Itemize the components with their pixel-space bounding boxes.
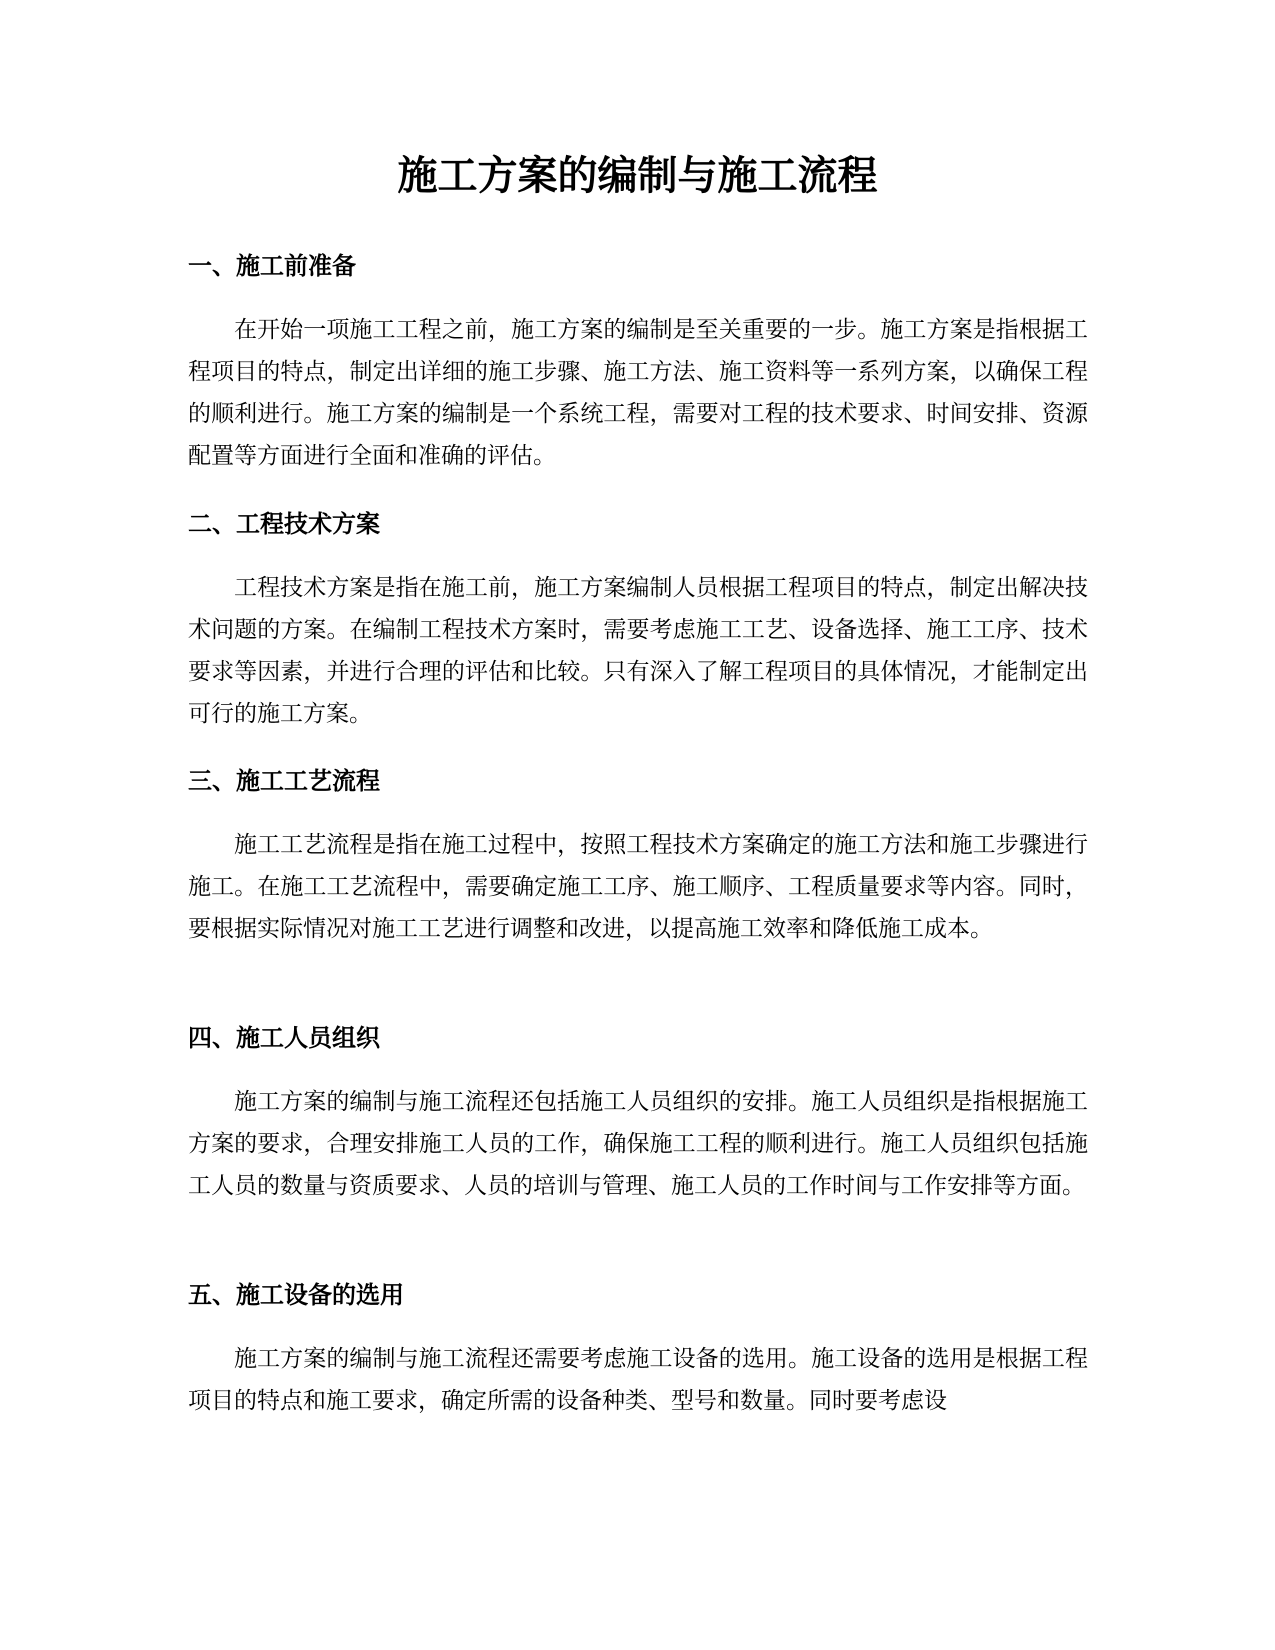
section-paragraph: 施工方案的编制与施工流程还包括施工人员组织的安排。施工人员组织是指根据施工方案的要求，合理安排施工人员的工作，确保施工工程的顺利进行。施工人员组织包括施工人员的数量与资质要求、人员的培训与管理、施工人员的工作时间与工作安排等方面。 [188, 1089, 1088, 1199]
section-process-flow [188, 764, 1088, 950]
section-paragraph: 施工方案的编制与施工流程还需要考虑施工设备的选用。施工设备的选用是根据工程项目的特点和施工要求，确定所需的设备种类、型号和数量。同时要考虑设 [188, 1346, 1088, 1414]
section-heading: 三、施工工艺流程 [188, 767, 380, 795]
section-heading: 二、工程技术方案 [188, 510, 380, 538]
section-equipment [188, 1278, 1088, 1422]
section-paragraph: 在开始一项施工工程之前，施工方案的编制是至关重要的一步。施工方案是指根据工程项目的特点，制定出详细的施工步骤、施工方法、施工资料等一系列方案，以确保工程的顺利进行。施工方案的编制是一个系统工程，需要对工程的技术要求、时间安排、资源配置等方面进行全面和准确的评估。 [188, 317, 1088, 469]
section-personnel [188, 1021, 1088, 1207]
section-heading: 五、施工设备的选用 [188, 1281, 404, 1309]
page-title: 施工方案的编制与施工流程 [397, 153, 878, 199]
section-preparation [188, 249, 1088, 477]
section-paragraph: 工程技术方案是指在施工前，施工方案编制人员根据工程项目的特点，制定出解决技术问题的方案。在编制工程技术方案时，需要考虑施工工艺、设备选择、施工工序、技术要求等因素，并进行合理的评估和比较。只有深入了解工程项目的具体情况，才能制定出可行的施工方案。 [188, 575, 1088, 727]
section-paragraph: 施工工艺流程是指在施工过程中，按照工程技术方案确定的施工方法和施工步骤进行施工。在施工工艺流程中，需要确定施工工序、施工顺序、工程质量要求等内容。同时，要根据实际情况对施工工艺进行调整和改进，以提高施工效率和降低施工成本。 [188, 832, 1088, 942]
section-heading: 一、施工前准备 [188, 252, 356, 280]
section-technical-plan [188, 507, 1088, 735]
section-heading: 四、施工人员组织 [188, 1024, 380, 1052]
